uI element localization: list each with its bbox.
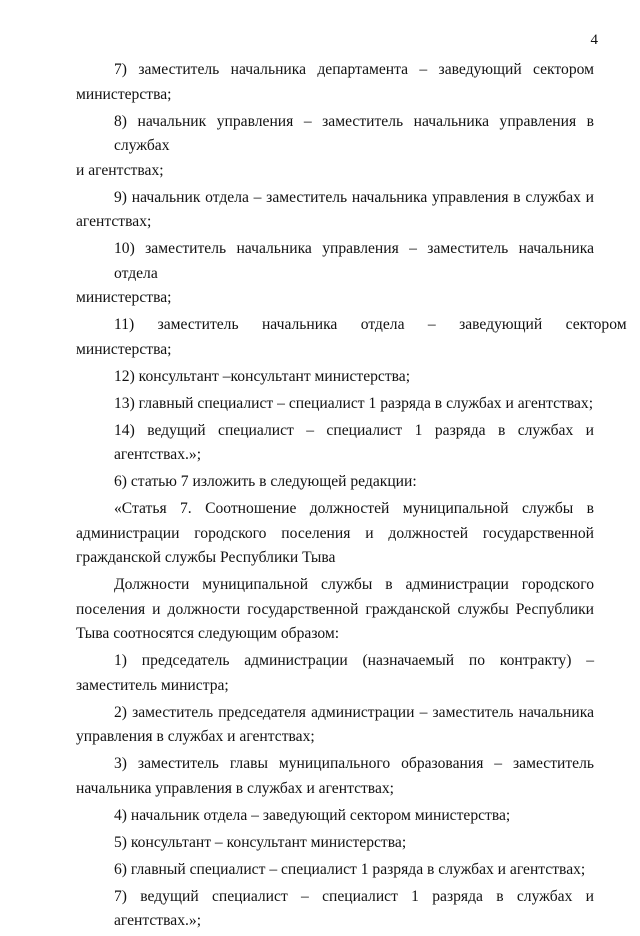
intro-paragraph: [76, 573, 594, 647]
list-item: [76, 392, 594, 417]
paragraph-first-line: 9) начальник отдела – заместитель начальника управления в службах и: [114, 188, 594, 206]
paragraph-first-line: 5) консультант – консультант министерства;: [114, 833, 407, 851]
paragraph-first-line: 2) заместитель председателя администрации – заместитель начальника: [114, 703, 594, 721]
document-body: [76, 58, 627, 936]
list-item: [76, 237, 594, 311]
paragraph-first-line: 7) заместитель начальника департамента – заведующий сектором: [114, 61, 594, 78]
paragraph-continuation: администрации городского поселения и должностей государственной гражданской службы Республики Тыва: [76, 524, 594, 566]
list-item: [76, 701, 594, 750]
list-item: [76, 649, 594, 698]
paragraph-first-line: 10) заместитель начальника управления – заместитель начальника отдела: [114, 240, 594, 282]
list-item: [76, 831, 594, 856]
paragraph-continuation: управления в службах и агентствах;: [76, 728, 315, 745]
paragraph-first-line: 6) статью 7 изложить в следующей редакции:: [114, 473, 417, 490]
paragraph-first-line: 8) начальник управления – заместитель начальника управления в службах: [114, 112, 594, 154]
list-item: [76, 365, 594, 390]
paragraph-first-line: 1) председатель администрации (назначаемый по контракту) –: [114, 652, 594, 669]
article-heading: [76, 497, 594, 571]
paragraph-continuation: и агентствах;: [76, 161, 164, 179]
list-item: [76, 858, 594, 883]
paragraph-first-line: 7) ведущий специалист – специалист 1 разряда в службах и агентствах.»;: [114, 887, 594, 929]
list-item: [76, 885, 594, 934]
page-number: 4: [590, 32, 598, 48]
paragraph-continuation: начальника управления в службах и агентствах;: [76, 779, 395, 797]
list-item: [76, 752, 594, 801]
paragraph-first-line: 12) консультант –консультант министерства;: [114, 367, 411, 385]
paragraph-continuation: заместитель министра;: [76, 676, 229, 694]
list-item: [76, 313, 627, 362]
paragraph-continuation: министерства;: [76, 340, 172, 358]
amendment-paragraph: [76, 470, 594, 495]
paragraph-first-line: 11) заместитель начальника отдела – заведующий сектором: [114, 316, 627, 333]
list-item: [76, 58, 594, 107]
paragraph-first-line: 13) главный специалист – специалист 1 разряда в службах и агентствах;: [114, 394, 594, 412]
list-item: [76, 186, 594, 235]
paragraph-first-line: 6) главный специалист – специалист 1 разряда в службах и агентствах;: [114, 860, 586, 878]
paragraph-first-line: «Статья 7. Соотношение должностей муниципальной службы в: [114, 500, 594, 517]
paragraph-continuation: агентствах;: [76, 213, 152, 230]
paragraph-continuation: поселения и должности государственной гражданской службы Республики Тыва соотносятся следующим образом:: [76, 600, 594, 642]
list-item: [76, 110, 594, 184]
paragraph-continuation: министерства;: [76, 289, 172, 306]
paragraph-continuation: министерства;: [76, 85, 172, 103]
paragraph-first-line: 14) ведущий специалист – специалист 1 разряда в службах и агентствах.»;: [114, 421, 594, 463]
paragraph-first-line: Должности муниципальной службы в администрации городского: [114, 576, 594, 593]
paragraph-first-line: 3) заместитель главы муниципального образования – заместитель: [114, 755, 594, 772]
list-item: [76, 804, 594, 829]
list-item: [76, 419, 594, 468]
paragraph-first-line: 4) начальник отдела – заведующий сектором министерства;: [114, 806, 511, 824]
